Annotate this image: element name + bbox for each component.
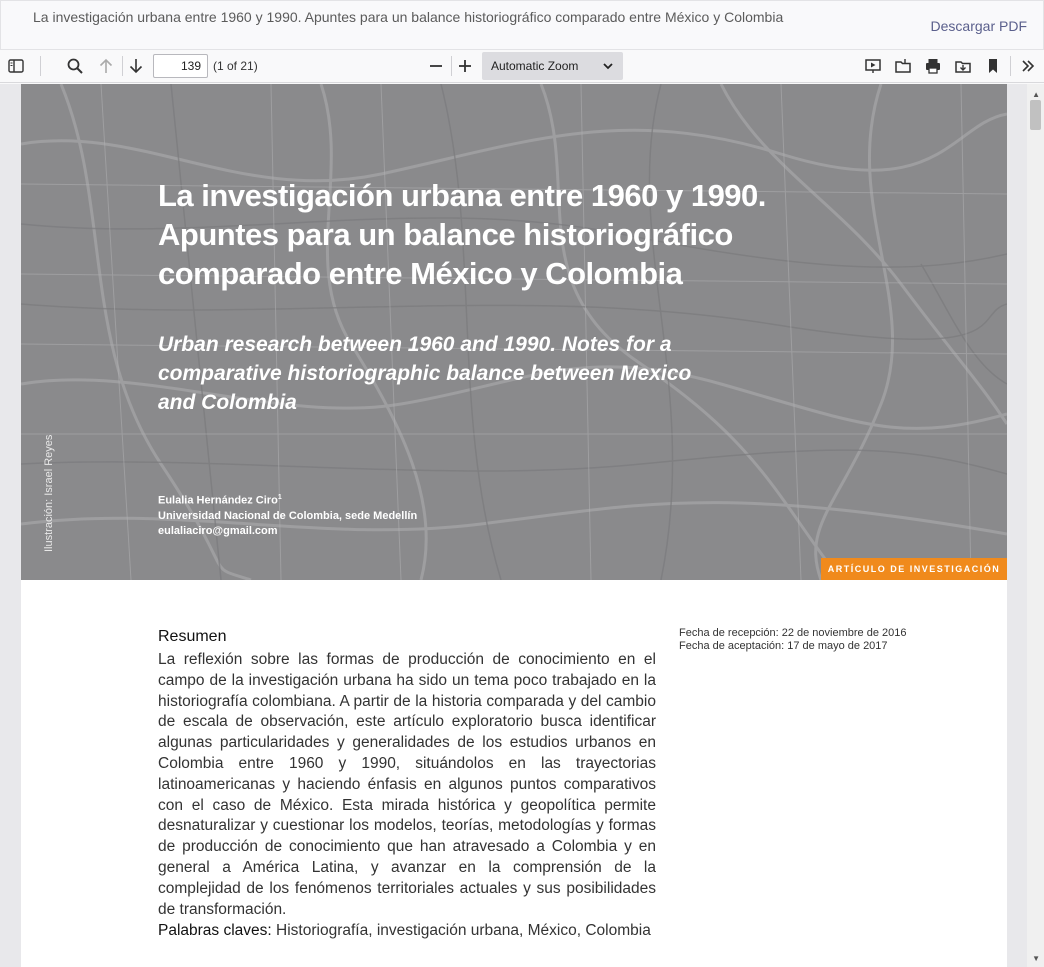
next-page-icon[interactable] (125, 55, 147, 77)
abstract-text: La reflexión sobre las formas de producción de conocimiento en el campo de la investigación urbana ha sido un tema poco trabajado en la historiografía colombiana. A partir de la historia comparada y del cambio de escala de observación, este artículo exploratorio busca identificar algunas particularidades y generalidades de los estudios urbanos en Colombia entre 1960 y 1990, situándolos en las trayectorias latinoamericanas y haciendo énfasis en algunos puntos comparativos con el caso de México. Esta mirada histórica y geopolítica permite desnaturalizar y cuestionar los modelos, teorías, metodologías y formas de producción de conocimiento que han atravesado a Colombia y en general a América Latina, y avanzar en la comprensión de la complejidad de los fenómenos territoriales actuales y sus posibilidades de transformación. (158, 651, 656, 918)
document-header (0, 0, 1044, 50)
keywords-label: Palabras claves: (158, 922, 272, 939)
open-file-icon[interactable] (892, 55, 914, 77)
zoom-out-icon[interactable] (425, 55, 447, 77)
page-number-input[interactable]: 139 (153, 54, 208, 78)
tools-menu-icon[interactable] (1017, 55, 1039, 77)
sidebar-toggle-icon[interactable] (5, 55, 27, 77)
bookmark-icon[interactable] (982, 55, 1004, 77)
received-date: Fecha de recepción: 22 de noviembre de 2016 (679, 627, 907, 639)
zoom-select[interactable] (482, 52, 623, 80)
zoom-select-label: Automatic Zoom (491, 59, 579, 73)
author-affiliation: Universidad Nacional de Colombia, sede Medellín (158, 509, 418, 522)
keywords-list: Historiografía, investigación urbana, México, Colombia (276, 922, 651, 939)
author-block (158, 490, 417, 539)
toolbar-separator (1010, 56, 1011, 76)
scroll-down-arrow-icon[interactable]: ▼ (1032, 954, 1040, 963)
accepted-date: Fecha de aceptación: 17 de mayo de 2017 (679, 640, 888, 652)
scroll-up-arrow-icon[interactable]: ▲ (1032, 90, 1040, 99)
author-email: eulaliaciro@gmail.com (158, 524, 278, 537)
search-icon[interactable] (64, 55, 86, 77)
chevron-down-icon (602, 60, 614, 75)
illustration-credit: Ilustración: Israel Reyes (43, 434, 55, 552)
download-pdf-link[interactable]: Descargar PDF (930, 18, 1027, 34)
author-name-line (158, 490, 417, 509)
print-icon[interactable] (922, 55, 944, 77)
scrollbar-thumb[interactable] (1030, 100, 1041, 130)
download-icon[interactable] (952, 55, 974, 77)
vertical-scrollbar[interactable] (1027, 84, 1044, 967)
abstract-heading: Resumen (158, 628, 227, 645)
keywords (158, 922, 651, 940)
article-title-spanish: La investigación urbana entre 1960 y 1990. Apuntes para un balance historiográfico comparado entre México y Colombia (158, 178, 766, 291)
submission-dates (679, 627, 907, 653)
toolbar-separator (40, 56, 41, 76)
cover-banner (21, 84, 1007, 580)
article-title-english: Urban research between 1960 and 1990. Notes for a comparative historiographic balance between Mexico and Colombia (158, 333, 692, 414)
document-title: La investigación urbana entre 1960 y 1990. Apuntes para un balance historiográfico comparado entre México y Colombia (33, 9, 784, 25)
author-footnote-marker: 1 (277, 494, 282, 501)
author-name: Eulalia Hernández Ciro (158, 494, 278, 507)
presentation-mode-icon[interactable] (862, 55, 884, 77)
toolbar-separator (122, 56, 123, 76)
previous-page-icon[interactable] (95, 55, 117, 77)
zoom-in-icon[interactable] (454, 55, 476, 77)
pdf-page (21, 84, 1007, 967)
pdf-viewer[interactable] (0, 84, 1044, 967)
page-count: (1 of 21) (213, 59, 258, 73)
pdf-toolbar (0, 50, 1044, 83)
toolbar-separator (451, 56, 452, 76)
article-type-badge: ARTÍCULO DE INVESTIGACIÓN (821, 558, 1007, 580)
